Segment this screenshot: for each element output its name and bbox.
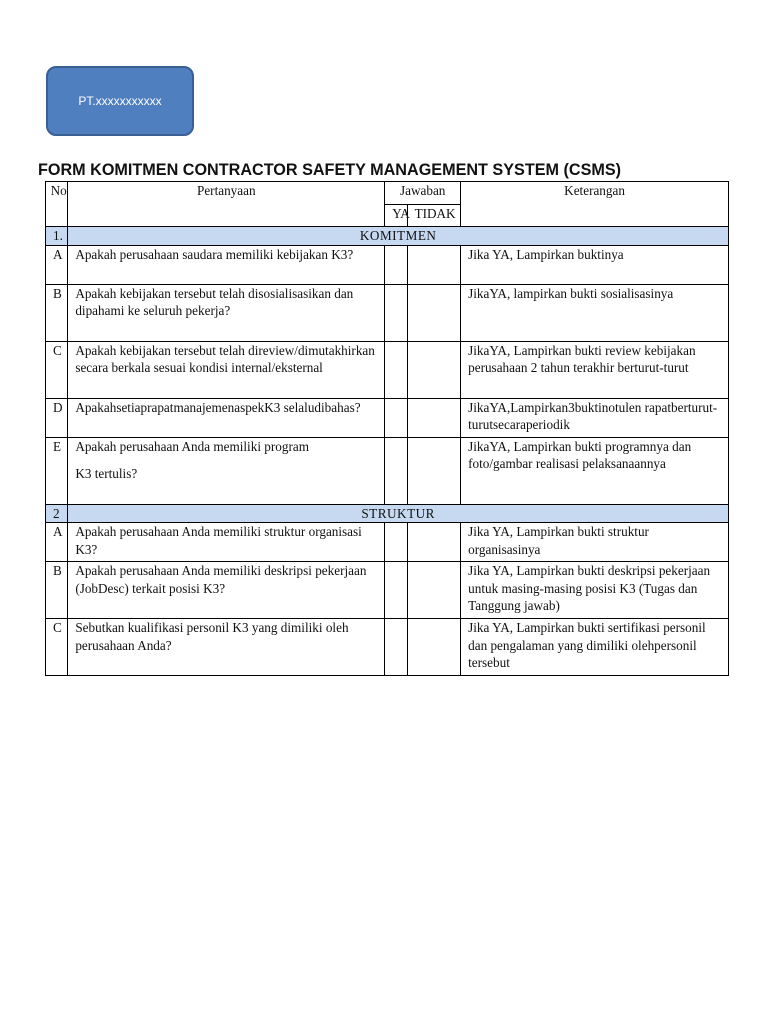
row-id: D: [46, 398, 68, 437]
form-title: FORM KOMITMEN CONTRACTOR SAFETY MANAGEMENT SYSTEM (CSMS): [38, 161, 622, 179]
answer-yes-cell[interactable]: [385, 245, 407, 284]
answer-no-cell[interactable]: [407, 437, 461, 504]
row-id: B: [46, 562, 68, 619]
row-id: A: [46, 245, 68, 284]
answer-no-cell[interactable]: [407, 284, 461, 341]
answer-no-cell[interactable]: [407, 398, 461, 437]
row-id: B: [46, 284, 68, 341]
section-row-komitmen: [46, 227, 729, 246]
row-id: A: [46, 523, 68, 562]
question-cell: Apakah kebijakan tersebut telah direview/dimutakhirkan secara berkala sesuai kondisi internal/eksternal: [68, 341, 385, 398]
remarks-cell: JikaYA, lampirkan bukti sosialisasinya: [461, 284, 729, 341]
answer-yes-cell[interactable]: [385, 562, 407, 619]
answer-no-cell[interactable]: [407, 562, 461, 619]
header-no-answer: TIDAK: [407, 205, 461, 227]
question-cell: Apakah perusahaan saudara memiliki kebijakan K3?: [68, 245, 385, 284]
answer-no-cell[interactable]: [407, 341, 461, 398]
row-id: C: [46, 619, 68, 676]
table-row: [46, 523, 729, 562]
question-cell: Apakah perusahaan Anda memiliki deskripsi pekerjaan (JobDesc) terkait posisi K3?: [68, 562, 385, 619]
table-row: [46, 341, 729, 398]
remarks-cell: JikaYA, Lampirkan bukti programnya dan foto/gambar realisasi pelaksanaannya: [461, 437, 729, 504]
remarks-cell: Jika YA, Lampirkan bukti sertifikasi personil dan pengalaman yang dimiliki olehpersonil tersebut: [461, 619, 729, 676]
question-cell: Sebutkan kualifikasi personil K3 yang dimiliki oleh perusahaan Anda?: [68, 619, 385, 676]
remarks-cell: JikaYA,Lampirkan3buktinotulen rapatberturut-turutsecaraperiodik: [461, 398, 729, 437]
question-line-1: Apakah perusahaan Anda memiliki program: [75, 438, 309, 454]
table-row: [46, 619, 729, 676]
table-row: [46, 437, 729, 504]
table-row: [46, 245, 729, 284]
question-cell: ApakahsetiaprapatmanajemenaspekK3 selaludibahas?: [68, 398, 385, 437]
company-name-box: [46, 66, 194, 136]
answer-yes-cell[interactable]: [385, 437, 407, 504]
table-header-row: [46, 182, 729, 205]
remarks-cell: JikaYA, Lampirkan bukti review kebijakan perusahaan 2 tahun terakhir berturut-turut: [461, 341, 729, 398]
answer-yes-cell[interactable]: [385, 341, 407, 398]
table-row: [46, 562, 729, 619]
remarks-cell: Jika YA, Lampirkan bukti deskripsi pekerjaan untuk masing-masing posisi K3 (Tugas dan Tanggung jawab): [461, 562, 729, 619]
answer-yes-cell[interactable]: [385, 284, 407, 341]
section-number: 2: [46, 504, 68, 523]
answer-no-cell[interactable]: [407, 523, 461, 562]
question-cell: Apakah perusahaan Anda memiliki struktur organisasi K3?: [68, 523, 385, 562]
answer-yes-cell[interactable]: [385, 619, 407, 676]
section-number: 1.: [46, 227, 68, 246]
question-cell: Apakah kebijakan tersebut telah disosialisasikan dan dipahami ke seluruh pekerja?: [68, 284, 385, 341]
answer-yes-cell[interactable]: [385, 398, 407, 437]
question-line-2: K3 tertulis?: [75, 466, 138, 482]
header-no: No: [46, 182, 68, 227]
header-remarks: Keterangan: [461, 182, 729, 227]
row-id: C: [46, 341, 68, 398]
csms-questionnaire-table: [45, 181, 729, 676]
answer-yes-cell[interactable]: [385, 523, 407, 562]
table-row: [46, 284, 729, 341]
section-title: KOMITMEN: [68, 227, 729, 246]
table-row: [46, 398, 729, 437]
question-cell: [68, 437, 385, 504]
remarks-cell: Jika YA, Lampirkan bukti struktur organisasinya: [461, 523, 729, 562]
header-question: Pertanyaan: [68, 182, 385, 227]
header-yes: YA: [385, 205, 407, 227]
remarks-cell: Jika YA, Lampirkan buktinya: [461, 245, 729, 284]
company-name: PT.xxxxxxxxxxx: [78, 94, 162, 108]
answer-no-cell[interactable]: [407, 245, 461, 284]
answer-no-cell[interactable]: [407, 619, 461, 676]
row-id: E: [46, 437, 68, 504]
section-title: STRUKTUR: [68, 504, 729, 523]
section-row-struktur: [46, 504, 729, 523]
header-answer: Jawaban: [385, 182, 461, 205]
